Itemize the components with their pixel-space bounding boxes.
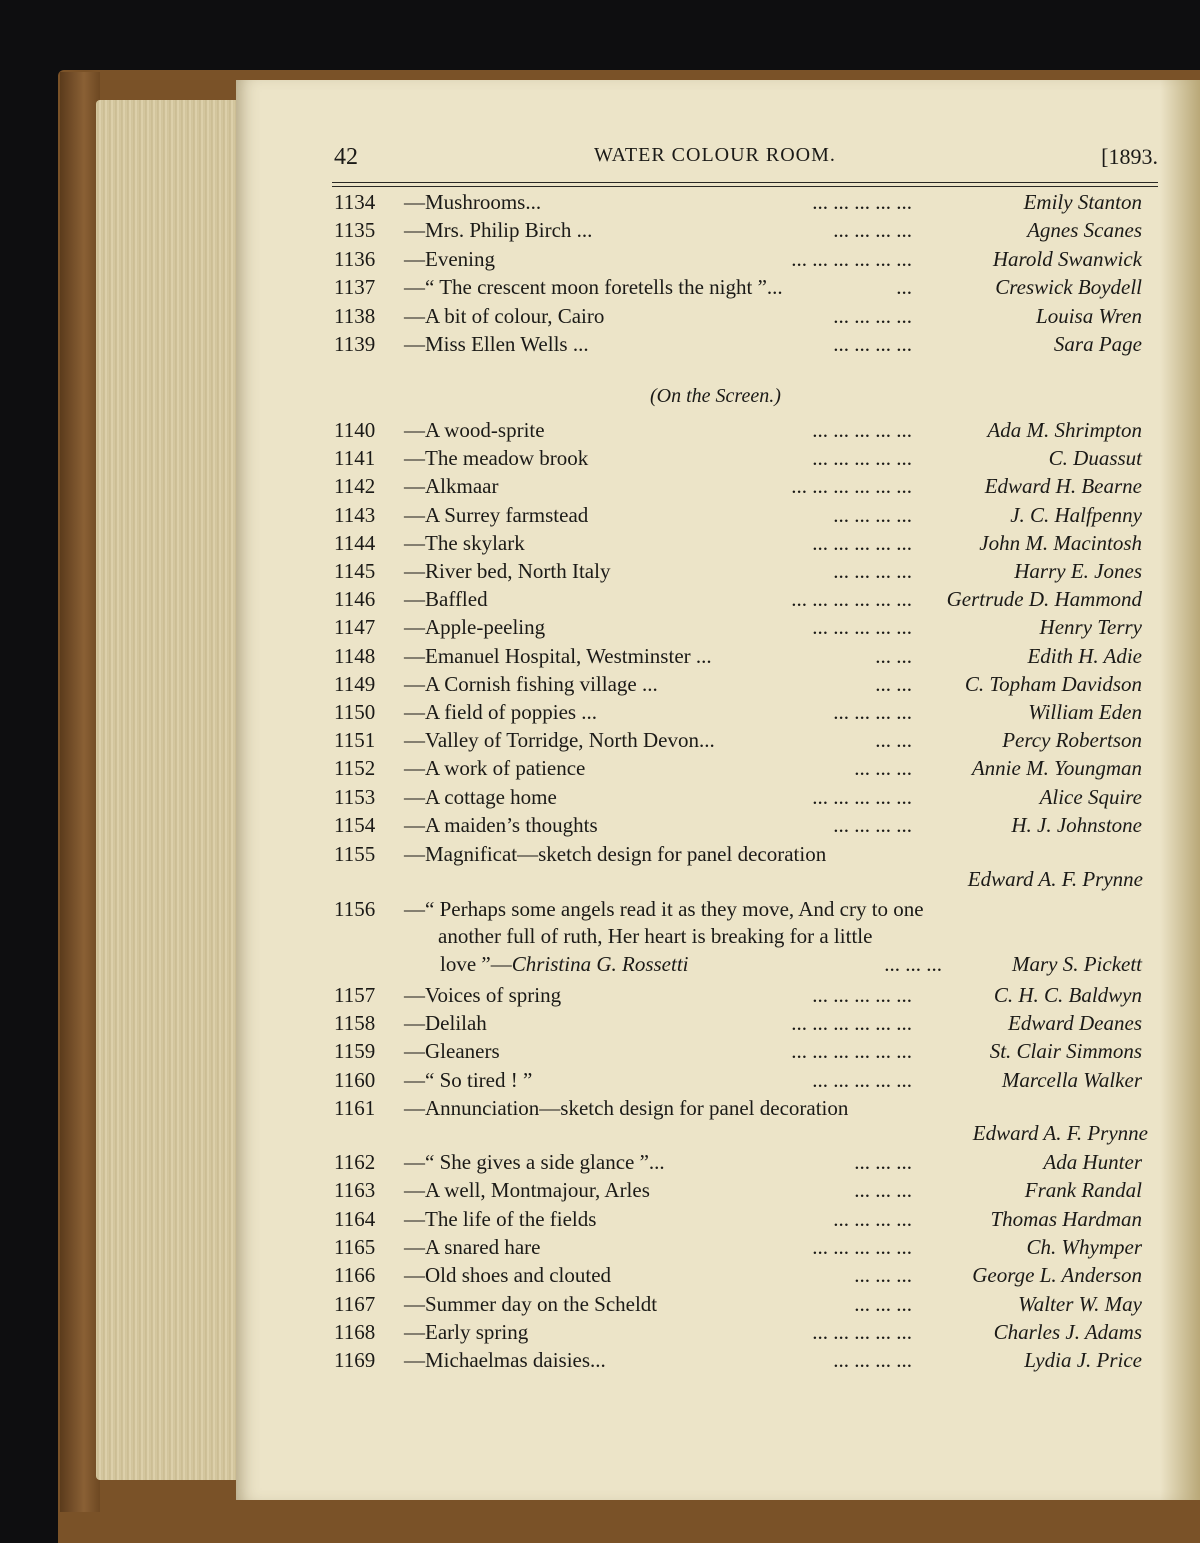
entry-number: 1139	[334, 332, 376, 356]
entry-title: A bit of colour, Cairo	[425, 303, 605, 328]
catalogue-entry: 1140 —A wood-sprite ... ... ... ... ... Ada M. Shrimpton	[334, 418, 1142, 442]
entry-leader-dots: ... ... ... ...	[833, 812, 912, 837]
catalogue-entry: 1149 —A Cornish fishing village ... ... ... C. Topham Davidson	[334, 671, 1142, 696]
entry-title: Emanuel Hospital, Westminster ...	[425, 643, 712, 668]
catalogue-entry: 1146 —Baffled ... ... ... ... ... ... Gertrude D. Hammond	[334, 587, 1142, 612]
entry-artist: Ada M. Shrimpton	[987, 418, 1142, 442]
entry-artist: Thomas Hardman	[990, 1206, 1142, 1231]
entry-title: A work of patience	[425, 756, 586, 781]
entry-title: Old shoes and clouted	[425, 1263, 612, 1288]
entry-artist: Edward Deanes	[1008, 1011, 1142, 1036]
entry-number: 1140	[334, 418, 376, 442]
entry-title: A Cornish fishing village ...	[425, 671, 658, 696]
entry-number: 1166	[334, 1263, 376, 1288]
entry-artist: George L. Anderson	[972, 1263, 1142, 1288]
entry-leader-dots: ... ... ... ...	[833, 1348, 912, 1373]
entry-artist: Percy Robertson	[1002, 728, 1142, 753]
entry-number: 1151	[334, 728, 376, 753]
entry-artist: H. J. Johnstone	[1011, 812, 1142, 837]
catalogue-entry: 1137 —“ The crescent moon foretells the night ”... ... Creswick Boydell	[334, 275, 1142, 300]
entry-artist: Marcella Walker	[1001, 1067, 1142, 1092]
entry-number: 1159	[334, 1039, 376, 1064]
entry-leader-dots: ... ... ... ... ... ...	[791, 1011, 912, 1036]
entry-title: Alkmaar	[425, 474, 499, 499]
catalogue-entry: 1154 —A maiden’s thoughts ... ... ... ... H. J. Johnstone	[334, 812, 1142, 837]
entry-leader-dots: ... ... ... ...	[833, 502, 912, 527]
entry-artist: Louisa Wren	[1036, 303, 1142, 328]
entry-number: 1143	[334, 502, 376, 527]
catalogue-entry: 1138 —A bit of colour, Cairo ... ... ... ... Louisa Wren	[334, 303, 1142, 328]
entry-artist: Gertrude D. Hammond	[946, 587, 1142, 612]
entry-leader-dots: ... ... ... ... ...	[812, 1319, 912, 1344]
catalogue-entry: 1166 —Old shoes and clouted ... ... ... George L. Anderson	[334, 1263, 1142, 1288]
entry-title: The skylark	[425, 530, 525, 555]
entry-artist: Alice Squire	[1039, 784, 1142, 809]
catalogue-entry: 1162 —“ She gives a side glance ”... ... ... ... Ada Hunter	[334, 1150, 1142, 1174]
catalogue-entry: 1143 —A Surrey farmstead ... ... ... ... J. C. Halfpenny	[334, 502, 1142, 527]
page-edges	[96, 100, 236, 1480]
catalogue-entry: 1142 —Alkmaar ... ... ... ... ... ... Edward H. Bearne	[334, 474, 1142, 499]
header-rule-bottom	[332, 186, 1158, 187]
entry-leader-dots: ... ... ... ... ...	[812, 446, 912, 471]
entry-leader-dots: ... ...	[875, 671, 912, 696]
catalogue-entry: 1147 —Apple-peeling ... ... ... ... ... Henry Terry	[334, 615, 1142, 640]
entry-leader-dots: ... ... ... ...	[833, 332, 912, 356]
entry-leader-dots: ... ... ... ...	[833, 218, 912, 243]
page-gutter	[1160, 80, 1200, 1500]
entry-number: 1148	[334, 643, 376, 668]
catalogue-entry: 1139 —Miss Ellen Wells ... ... ... ... ... Sara Page	[334, 332, 1142, 356]
entry-title: The life of the fields	[425, 1206, 597, 1231]
entry-title: A cottage home	[425, 784, 557, 809]
entry-artist: Ada Hunter	[1043, 1150, 1142, 1174]
catalogue-entry: 1153 —A cottage home ... ... ... ... ... Alice Squire	[334, 784, 1142, 809]
catalogue-entry: 1157 —Voices of spring ... ... ... ... ... C. H. C. Baldwyn	[334, 983, 1142, 1007]
entry-title: A well, Montmajour, Arles	[425, 1178, 650, 1203]
entry-artist: Edward A. F. Prynne	[967, 867, 1143, 891]
entry-number: 1164	[334, 1206, 376, 1231]
entry-leader-dots: ... ... ...	[854, 1178, 912, 1203]
entry-leader-dots: ... ... ... ...	[833, 559, 912, 583]
entry-artist: Charles J. Adams	[993, 1319, 1142, 1344]
entry-title-continuation: love ”—	[440, 952, 512, 976]
entry-number: 1136	[334, 246, 376, 271]
entry-number: 1142	[334, 474, 376, 499]
entry-artist: Mary S. Pickett	[1011, 952, 1142, 976]
entry-number: 1150	[334, 700, 376, 724]
entry-title: “ She gives a side glance ”...	[425, 1150, 665, 1174]
catalogue-entry: 1160 —“ So tired ! ” ... ... ... ... ... Marcella Walker	[334, 1067, 1142, 1092]
entry-leader-dots: ... ... ... ...	[833, 303, 912, 328]
entry-artist: William Eden	[1028, 700, 1142, 724]
page-running-title: WATER COLOUR ROOM.	[594, 144, 836, 166]
entry-number: 1165	[334, 1234, 376, 1259]
entry-title: “ Perhaps some angels read it as they move, And cry to one	[425, 897, 924, 921]
catalogue-entry: 1169 —Michaelmas daisies... ... ... ... ... Lydia J. Price	[334, 1348, 1142, 1373]
entry-title: Michaelmas daisies...	[425, 1348, 606, 1373]
entry-leader-dots: ... ... ...	[854, 756, 912, 781]
entry-number: 1167	[334, 1291, 376, 1316]
entry-number: 1158	[334, 1011, 376, 1036]
entry-title: Voices of spring	[425, 983, 562, 1007]
entry-title: Valley of Torridge, North Devon...	[425, 728, 715, 753]
entry-title: Gleaners	[425, 1039, 500, 1064]
entry-title: Mrs. Philip Birch ...	[425, 218, 593, 243]
entry-leader-dots: ... ... ... ... ... ...	[791, 474, 912, 499]
entry-artist: Sara Page	[1053, 332, 1142, 356]
catalogue-entry: 1167 —Summer day on the Scheldt ... ... ... Walter W. May	[334, 1291, 1142, 1316]
entry-leader-dots: ... ... ... ... ...	[812, 1234, 912, 1259]
entry-number: 1156	[334, 897, 376, 921]
catalogue-entry: 1161 —Annunciation—sketch design for panel decoration	[334, 1096, 849, 1120]
page-year: [1893.	[1101, 144, 1158, 169]
catalogue-entry: 1152 —A work of patience ... ... ... Annie M. Youngman	[334, 756, 1142, 781]
entry-leader-dots: ... ... ...	[854, 1150, 912, 1174]
entry-artist: Edith H. Adie	[1027, 643, 1142, 668]
entry-artist: Henry Terry	[1039, 615, 1142, 640]
entry-number: 1161	[334, 1096, 376, 1120]
entry-number: 1149	[334, 671, 376, 696]
entry-title: A wood-sprite	[425, 418, 545, 442]
entry-leader-dots: ...	[896, 275, 912, 300]
entry-number: 1135	[334, 218, 376, 243]
entry-artist: John M. Macintosh	[979, 530, 1142, 555]
entry-leader-dots: ... ... ... ... ...	[812, 530, 912, 555]
entry-title: Evening	[425, 246, 495, 271]
entry-artist: C. H. C. Baldwyn	[993, 983, 1142, 1007]
entry-title: “ So tired ! ”	[425, 1067, 533, 1092]
entry-number: 1152	[334, 756, 376, 781]
catalogue-entry: 1158 —Delilah ... ... ... ... ... ... Edward Deanes	[334, 1011, 1142, 1036]
entry-number: 1153	[334, 784, 376, 809]
entry-artist: Lydia J. Price	[1024, 1348, 1142, 1373]
entry-leader-dots: ... ...	[875, 728, 912, 753]
entry-title: “ The crescent moon foretells the night ”...	[425, 275, 783, 300]
entry-leader-dots: ... ... ... ... ...	[812, 615, 912, 640]
catalogue-entry: 1151 —Valley of Torridge, North Devon... ... ... Percy Robertson	[334, 728, 1142, 753]
entry-title: A maiden’s thoughts	[425, 812, 598, 837]
entry-artist: Agnes Scanes	[1027, 218, 1142, 243]
entry-number: 1137	[334, 275, 376, 300]
entry-artist: Harry E. Jones	[1014, 559, 1142, 583]
header-rule-top	[332, 182, 1158, 183]
entry-number: 1146	[334, 587, 376, 612]
quoted-author: Christina G. Rossetti	[511, 952, 689, 976]
entry-title: The meadow brook	[425, 446, 589, 471]
entry-title: Delilah	[425, 1011, 487, 1036]
entry-title: A snared hare	[425, 1234, 541, 1259]
entry-artist: Edward H. Bearne	[984, 474, 1142, 499]
entry-number: 1134	[334, 190, 376, 214]
catalogue-entry-continuation	[440, 952, 1142, 980]
entry-leader-dots: ... ... ... ... ...	[812, 1067, 912, 1092]
catalogue-entry: 1134 —Mushrooms... ... ... ... ... ... Emily Stanton	[334, 190, 1142, 214]
entry-title: Annunciation—sketch design for panel decoration	[425, 1096, 849, 1120]
entry-artist: J. C. Halfpenny	[1010, 502, 1142, 527]
entry-artist: Harold Swanwick	[992, 246, 1142, 271]
entry-number: 1138	[334, 303, 376, 328]
entry-leader-dots: ... ... ... ... ... ...	[791, 587, 912, 612]
entry-artist: Creswick Boydell	[995, 275, 1142, 300]
entry-artist: Frank Randal	[1024, 1178, 1142, 1203]
entry-leader-dots: ... ... ...	[854, 1291, 912, 1316]
entry-leader-dots: ... ... ... ... ...	[812, 784, 912, 809]
entry-artist: Walter W. May	[1018, 1291, 1142, 1316]
entry-artist: C. Topham Davidson	[964, 671, 1142, 696]
entry-leader-dots: ... ... ... ... ... ...	[791, 246, 912, 271]
entry-title: Magnificat—sketch design for panel decoration	[425, 842, 827, 866]
catalogue-entry: 1165 —A snared hare ... ... ... ... ... Ch. Whymper	[334, 1234, 1142, 1259]
entry-leader-dots: ... ... ...	[854, 1263, 912, 1288]
catalogue-entry: 1135 —Mrs. Philip Birch ... ... ... ... ... Agnes Scanes	[334, 218, 1142, 243]
entry-artist: C. Duassut	[1048, 446, 1142, 471]
section-heading: (On the Screen.)	[650, 385, 781, 407]
entry-number: 1154	[334, 812, 376, 837]
entry-number: 1157	[334, 983, 376, 1007]
entry-number: 1141	[334, 446, 376, 471]
entry-leader-dots: ... ... ...	[884, 952, 942, 976]
page-header	[334, 144, 1158, 184]
catalogue-entry: 1164 —The life of the fields ... ... ... ... Thomas Hardman	[334, 1206, 1142, 1231]
catalogue-entry: 1155 —Magnificat—sketch design for panel decoration	[334, 842, 827, 866]
catalogue-entry: 1156 —“ Perhaps some angels read it as they move, And cry to one	[334, 897, 924, 921]
catalogue-entry: 1136 —Evening ... ... ... ... ... ... Harold Swanwick	[334, 246, 1142, 271]
entry-title: Baffled	[425, 587, 488, 612]
entry-title: A field of poppies ...	[425, 700, 598, 724]
entry-number: 1163	[334, 1178, 376, 1203]
entry-leader-dots: ... ... ... ... ... ...	[791, 1039, 912, 1064]
catalogue-entry: 1144 —The skylark ... ... ... ... ... John M. Macintosh	[334, 530, 1142, 555]
entry-number: 1160	[334, 1067, 376, 1092]
catalogue-entry: 1159 —Gleaners ... ... ... ... ... ... St. Clair Simmons	[334, 1039, 1142, 1064]
entry-title: Mushrooms...	[425, 190, 542, 214]
catalogue-entry: 1163 —A well, Montmajour, Arles ... ... ... Frank Randal	[334, 1178, 1142, 1203]
entry-artist: Edward A. F. Prynne	[972, 1121, 1148, 1145]
entry-number: 1145	[334, 559, 376, 583]
entry-leader-dots: ... ... ... ... ...	[812, 983, 912, 1007]
entry-title: Miss Ellen Wells ...	[425, 332, 589, 356]
catalogue-entry: 1141 —The meadow brook ... ... ... ... ... C. Duassut	[334, 446, 1142, 471]
entry-title: River bed, North Italy	[425, 559, 611, 583]
entry-leader-dots: ... ...	[875, 643, 912, 668]
entry-number: 1162	[334, 1150, 376, 1174]
entry-title: Apple-peeling	[425, 615, 546, 640]
entry-leader-dots: ... ... ... ...	[833, 1206, 912, 1231]
entry-artist: Emily Stanton	[1023, 190, 1142, 214]
catalogue-entry: 1168 —Early spring ... ... ... ... ... Charles J. Adams	[334, 1319, 1142, 1344]
catalogue-entry: 1150 —A field of poppies ... ... ... ... ... William Eden	[334, 700, 1142, 724]
entry-title: A Surrey farmstead	[425, 502, 589, 527]
catalogue-entry: 1145 —River bed, North Italy ... ... ... ... Harry E. Jones	[334, 559, 1142, 583]
entry-number: 1169	[334, 1348, 376, 1373]
entry-title: Early spring	[425, 1319, 529, 1344]
entry-artist: Ch. Whymper	[1026, 1234, 1142, 1259]
entry-title: Summer day on the Scheldt	[425, 1291, 658, 1316]
entry-number: 1144	[334, 530, 376, 555]
entry-leader-dots: ... ... ... ...	[833, 700, 912, 724]
entry-number: 1155	[334, 842, 376, 866]
entry-number: 1168	[334, 1319, 376, 1344]
page-number: 42	[334, 144, 358, 170]
book-spine-edge	[60, 72, 100, 1512]
entry-leader-dots: ... ... ... ... ...	[812, 418, 912, 442]
entry-number: 1147	[334, 615, 376, 640]
entry-artist: Annie M. Youngman	[971, 756, 1142, 781]
entry-leader-dots: ... ... ... ... ...	[812, 190, 912, 214]
entry-title-continuation: another full of ruth, Her heart is breaking for a little	[438, 924, 873, 948]
catalogue-entry: 1148 —Emanuel Hospital, Westminster ... ... ... Edith H. Adie	[334, 643, 1142, 668]
entry-artist: St. Clair Simmons	[989, 1039, 1142, 1064]
